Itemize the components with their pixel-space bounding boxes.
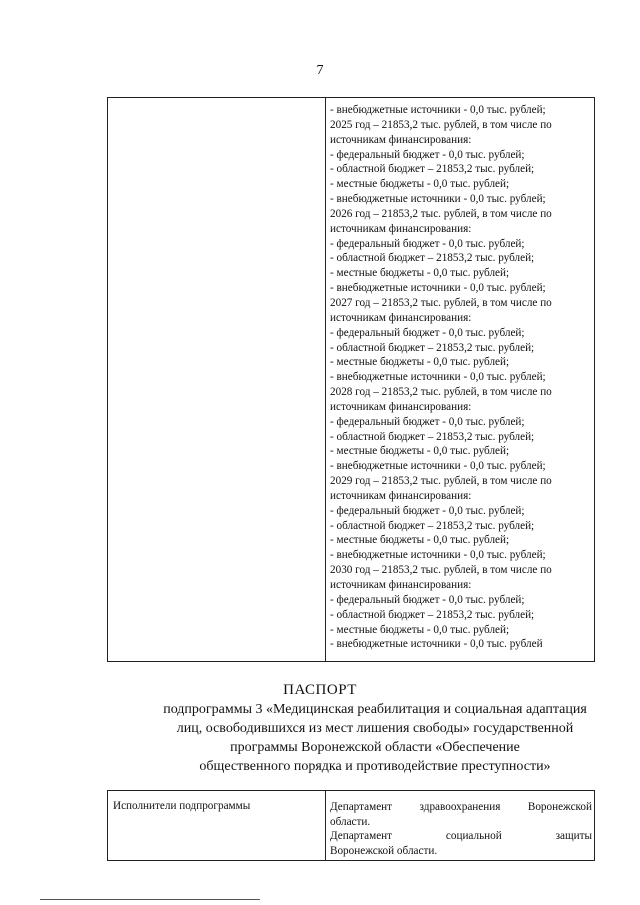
funding-line: - внебюджетные источники - 0,0 тыс. рублей; (330, 193, 546, 206)
funding-line: - федеральный бюджет - 0,0 тыс. рублей; (330, 504, 525, 517)
passport-subtitle-line: программы Воронежской области «Обеспечение (230, 740, 520, 755)
funding-line: источникам финансирования: (330, 489, 472, 502)
funding-line: - областной бюджет – 21853,2 тыс. рублей; (330, 163, 535, 176)
funding-line: - областной бюджет – 21853,2 тыс. рублей; (330, 519, 535, 532)
funding-line: - местные бюджеты - 0,0 тыс. рублей; (330, 623, 510, 636)
funding-line: - внебюджетные источники - 0,0 тыс. рублей; (330, 104, 546, 116)
passport-subtitle-line: лиц, освободившихся из мест лишения свободы» государственной (176, 721, 574, 736)
funding-line: 2028 год – 21853,2 тыс. рублей, в том числе по (330, 386, 552, 399)
funding-line: - областной бюджет – 21853,2 тыс. рублей; (330, 430, 535, 443)
funding-line: 2030 год – 21853,2 тыс. рублей, в том числе по (330, 564, 552, 577)
funding-line: - местные бюджеты - 0,0 тыс. рублей; (330, 267, 510, 280)
funding-table (107, 97, 595, 662)
funding-cell (330, 103, 594, 652)
executors-value-line: области. (330, 815, 371, 828)
executors-value (330, 800, 592, 858)
passport-subtitle-line: подпрограммы 3 «Медицинская реабилитация и социальная адаптация (163, 702, 587, 717)
funding-line: - федеральный бюджет - 0,0 тыс. рублей; (330, 326, 525, 339)
executors-label: Исполнители подпрограммы (113, 800, 251, 812)
funding-line: источникам финансирования: (330, 400, 472, 413)
executors-value-line: Департамент здравоохранения Воронежской (330, 801, 592, 813)
funding-line: - областной бюджет – 21853,2 тыс. рублей; (330, 341, 535, 354)
funding-line: - внебюджетные источники - 0,0 тыс. рублей; (330, 460, 546, 473)
funding-line: - областной бюджет – 21853,2 тыс. рублей; (330, 608, 535, 621)
funding-line: 2026 год – 21853,2 тыс. рублей, в том числе по (330, 207, 552, 220)
executors-value-line: Департамент социальной защиты (330, 830, 592, 842)
passport-subtitle (140, 700, 610, 776)
table-column-divider (325, 98, 326, 661)
funding-line: - федеральный бюджет - 0,0 тыс. рублей; (330, 593, 525, 606)
funding-line: - местные бюджеты - 0,0 тыс. рублей; (330, 356, 510, 369)
funding-line: источникам финансирования: (330, 133, 472, 146)
executors-table (107, 790, 595, 861)
funding-line: - внебюджетные источники - 0,0 тыс. рублей; (330, 371, 546, 384)
funding-line: - внебюджетные источники - 0,0 тыс. рублей; (330, 282, 546, 295)
executors-value-line: Воронежской области. (330, 844, 438, 857)
funding-line: - федеральный бюджет - 0,0 тыс. рублей; (330, 415, 525, 428)
table-column-divider (325, 791, 326, 860)
funding-line: - местные бюджеты - 0,0 тыс. рублей; (330, 445, 510, 458)
passport-subtitle-line: общественного порядка и противодействие преступности» (199, 759, 551, 774)
funding-line: источникам финансирования: (330, 311, 472, 324)
funding-line: - федеральный бюджет - 0,0 тыс. рублей; (330, 148, 525, 161)
footer-rule (40, 899, 260, 900)
funding-line: источникам финансирования: (330, 222, 472, 235)
funding-line: - внебюджетные источники - 0,0 тыс. рублей (330, 638, 543, 651)
funding-line: - областной бюджет – 21853,2 тыс. рублей; (330, 252, 535, 265)
funding-line: 2025 год – 21853,2 тыс. рублей, в том числе по (330, 118, 552, 131)
page-number: 7 (316, 63, 324, 78)
passport-title: ПАСПОРТ (283, 682, 357, 698)
funding-line: - внебюджетные источники - 0,0 тыс. рублей; (330, 549, 546, 562)
funding-line: 2029 год – 21853,2 тыс. рублей, в том числе по (330, 475, 552, 488)
funding-line: - федеральный бюджет - 0,0 тыс. рублей; (330, 237, 525, 250)
funding-line: 2027 год – 21853,2 тыс. рублей, в том числе по (330, 296, 552, 309)
funding-line: - местные бюджеты - 0,0 тыс. рублей; (330, 534, 510, 547)
funding-line: источникам финансирования: (330, 579, 472, 591)
funding-line: - местные бюджеты - 0,0 тыс. рублей; (330, 178, 510, 191)
